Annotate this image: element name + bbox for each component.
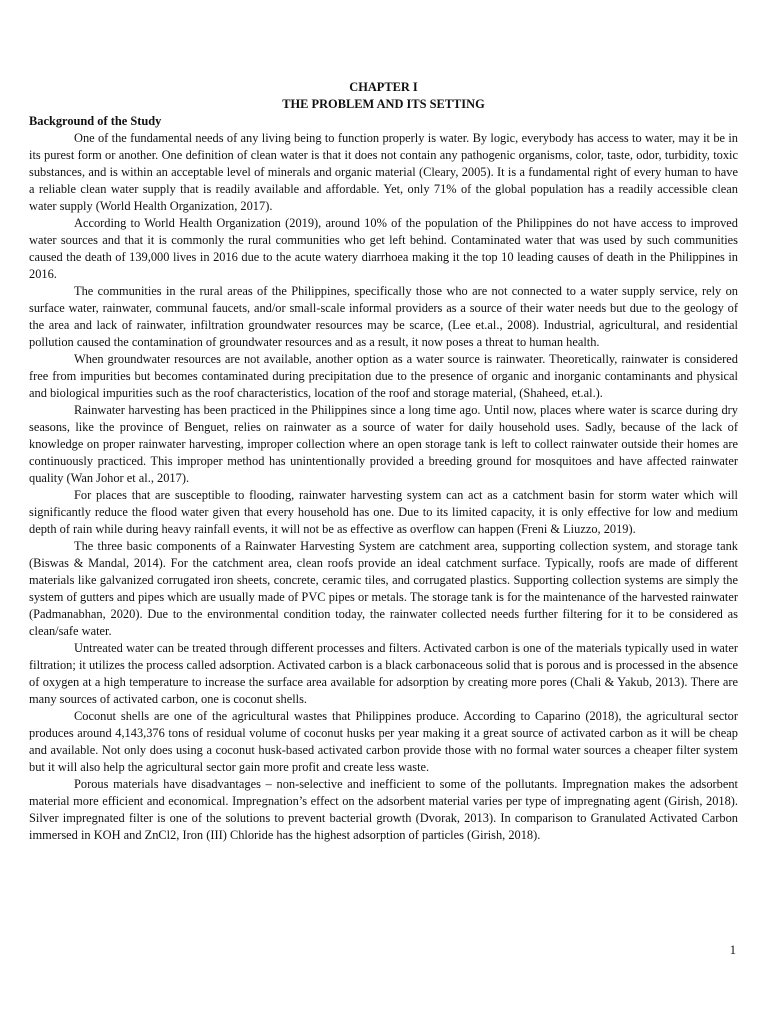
paragraph: For places that are susceptible to flooding, rainwater harvesting system can act as a catchment basin for storm water which will significantly reduce the flood water given that every household has one. Due to its limited capacity, it is only effective for low and medium depth of rain while during heavy rainfall events, it will not be as effective as overflow can happen (Freni & Liuzzo, 2019). — [29, 488, 738, 536]
paragraph: Untreated water can be treated through different processes and filters. Activated carbon is one of the materials typically used in water filtration; it utilizes the process called adsorption. Activated carbon is a black carbonaceous solid that is porous and is processed in the absence of oxygen at a high temperature to increase the surface area available for adsorption by creating more pores (Chali & Yakub, 2013). There are many sources of activated carbon, one is coconut shells. — [29, 641, 738, 706]
paragraph: Rainwater harvesting has been practiced in the Philippines since a long time ago. Until now, places where water is scarce during dry seasons, like the province of Benguet, relies on rainwater as a source of water for daily household uses. Sadly, because of the lack of knowledge on proper rainwater harvesting, improper collection where an open storage tank is left to collect rainwater outside their homes are continuously practiced. This improper method has unintentionally provided a breeding ground for mosquitoes and have affected rainwater quality (Wan Johor et al., 2017). — [29, 403, 738, 485]
chapter-title: THE PROBLEM AND ITS SETTING — [282, 97, 485, 111]
chapter-label: CHAPTER I — [349, 80, 418, 94]
paragraph: When groundwater resources are not available, another option as a water source is rainwater. Theoretically, rainwater is considered free from impurities but becomes contaminated during precipitation due to the presence of organic and inorganic contaminants and physical and biological impurities such as the roof characteristics, location of the roof and storage material, (Shaheed, et.al.). — [29, 352, 738, 400]
paragraph: The communities in the rural areas of the Philippines, specifically those who are not connected to a water supply service, rely on surface water, rainwater, communal faucets, and/or small-scale informal providers as a source of their water needs but due to the geology of the area and lack of rainwater, infiltration groundwater resources may be scarce, (Lee et.al., 2008). Industrial, agricultural, and residential pollution caused the contamination of groundwater resources and as a result, it now poses a threat to human health. — [29, 284, 738, 349]
paragraph: One of the fundamental needs of any living being to function properly is water. By logic, everybody has access to water, may it be in its purest form or another. One definition of clean water is that it does not contain any pathogenic organisms, color, taste, odor, turbidity, toxic substances, and is within an acceptable level of minerals and organic material (Cleary, 2005). It is a fundamental right of every human to have a reliable clean water supply that is readily available and affordable. Yet, only 71% of the global population has a readily accessible clean water supply (World Health Organization, 2017). — [29, 131, 738, 213]
paragraph: Coconut shells are one of the agricultural wastes that Philippines produce. According to Caparino (2018), the agricultural sector produces around 4,143,376 tons of residual volume of coconut husks per year making it a great source of activated carbon as it will be cheap and available. Not only does using a coconut husk-based activated carbon provide those with no formal water sources a cheaper filter system but it will also help the agricultural sector gain more profit and create less waste. — [29, 709, 738, 774]
paragraph: Porous materials have disadvantages – non-selective and inefficient to some of the pollutants. Impregnation makes the adsorbent material more efficient and economical. Impregnation’s effect on the adsorbent material varies per type of impregnating agent (Girish, 2018). Silver impregnated filter is one of the solutions to prevent bacterial growth (Dvorak, 2013). In comparison to Granulated Activated Carbon immersed in KOH and ZnCl2, Iron (III) Chloride has the highest adsorption of particles (Girish, 2018). — [29, 777, 738, 842]
page-number: 1 — [729, 943, 736, 957]
page-content — [29, 79, 738, 844]
paragraph: The three basic components of a Rainwater Harvesting System are catchment area, supporting collection system, and storage tank (Biswas & Mandal, 2014). For the catchment area, clean roofs provide an ideal catchment surface. Typically, roofs are made of different materials like galvanized corrugated iron sheets, concrete, ceramic tiles, and corrugated plastics. Supporting collection systems are simply the system of gutters and pipes which are usually made of PVC pipes or metals. The storage tank is for the maintenance of the harvested rainwater (Padmanabhan, 2020). Due to the environmental condition today, the rainwater collected needs further filtering for it to be considered as clean/safe water. — [29, 539, 738, 638]
paragraph: According to World Health Organization (2019), around 10% of the population of the Philippines do not have access to improved water sources and that it is commonly the rural communities who get left behind. Contaminated water that was used by such communities caused the death of 139,000 lives in 2016 due to the acute watery diarrhoea making it the top 10 leading causes of death in the Philippines in 2016. — [29, 216, 738, 281]
section-heading: Background of the Study — [29, 114, 162, 128]
